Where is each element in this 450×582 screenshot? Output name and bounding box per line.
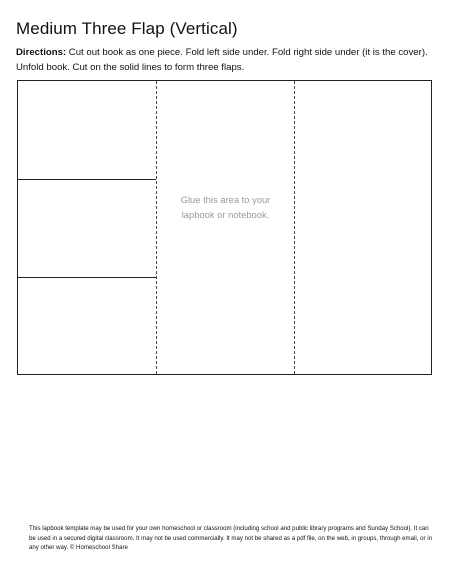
left-flaps-column — [18, 81, 156, 374]
glue-area — [156, 81, 295, 374]
page-title: Medium Three Flap (Vertical) — [16, 19, 238, 38]
flap-bottom — [18, 277, 156, 374]
footer-notice: This lapbook template may be used for your own homeschool or classroom (including school and public library programs and Sunday School). It can be used in a secured digital classroom. It may not be used commercially. It may not be shared as a pdf file, on the web, in groups, through email, or in any other way. © Homeschool Share — [29, 525, 432, 551]
directions-label: Directions: — [16, 47, 67, 58]
flap-top — [18, 81, 156, 179]
glue-instruction: Glue this area to your lapbook or notebook. — [180, 194, 271, 220]
directions-text: Cut out book as one piece. Fold left side under. Fold right side under (it is the cover). Unfold book. Cut on the solid lines to form three flaps. — [16, 47, 428, 73]
directions — [16, 45, 434, 75]
cover-panel — [295, 81, 431, 374]
flap-middle — [18, 179, 156, 277]
three-flap-template — [17, 80, 432, 375]
